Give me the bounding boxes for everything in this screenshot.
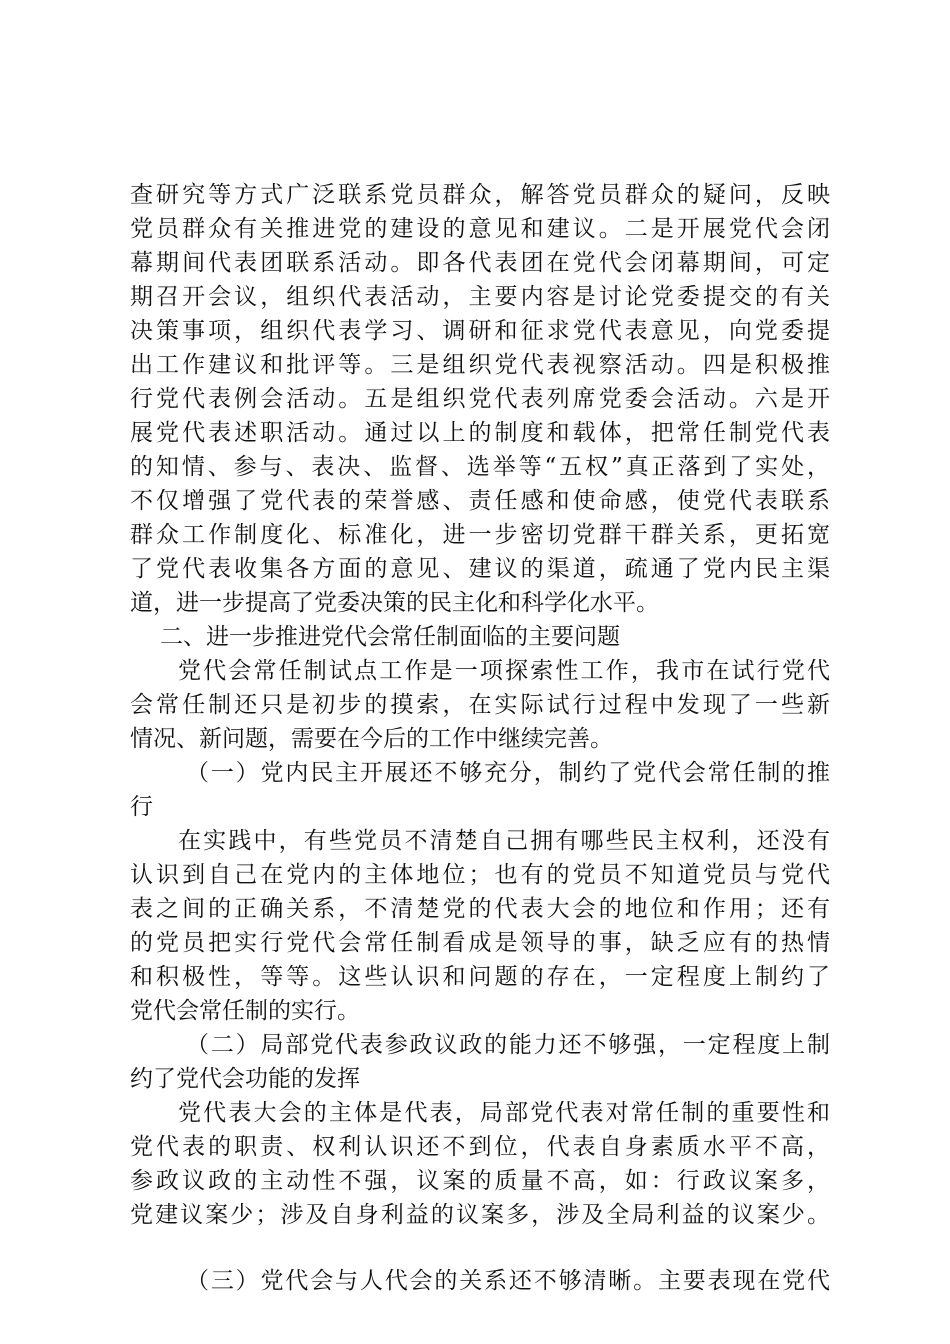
body-text-line: 查研究等方式广泛联系党员群众，解答党员群众的疑问，反映 [130, 182, 830, 208]
body-text-line: 的知情、参与、表决、监督、选举等“五权”真正落到了实处， [130, 454, 830, 480]
subsection-heading: （三）党代会与人代会的关系还不够清晰。主要表现在党代 [186, 1268, 830, 1294]
body-text-line: 党代表的职责、权利认识还不到位，代表自身素质水平不高， [130, 1134, 830, 1160]
body-text-line: 和积极性，等等。这些认识和问题的存在，一定程度上制约了 [130, 964, 830, 990]
subsection-heading: 约了党代会功能的发挥 [130, 1066, 360, 1092]
body-text-line: 党员群众有关推进党的建设的意见和建议。二是开展党代会闭 [130, 216, 830, 242]
body-text-line: 行党代表例会活动。五是组织党代表列席党委会活动。六是开 [130, 386, 830, 412]
subsection-heading: （一）党内民主开展还不够充分，制约了党代会常任制的推 [186, 760, 830, 786]
body-text-line: 期召开会议，组织代表活动，主要内容是讨论党委提交的有关 [130, 284, 830, 310]
body-text-line: 了党代表收集各方面的意见、建议的渠道，疏通了党内民主渠 [130, 556, 830, 582]
body-text-line: 党代会常任制的实行。 [130, 998, 360, 1024]
body-text-line: 会常任制还只是初步的摸索，在实际试行过程中发现了一些新 [130, 692, 830, 718]
body-text-line: 群众工作制度化、标准化，进一步密切党群干群关系，更拓宽 [130, 522, 830, 548]
body-text-line: 道，进一步提高了党委决策的民主化和科学化水平。 [130, 590, 659, 616]
body-text-line: 出工作建议和批评等。三是组织党代表视察活动。四是积极推 [130, 352, 830, 378]
body-text-line: 情况、新问题，需要在今后的工作中继续完善。 [130, 726, 613, 752]
body-text-line: 决策事项，组织代表学习、调研和征求党代表意见，向党委提 [130, 318, 830, 344]
subsection-heading: 行 [130, 794, 153, 820]
body-text-line: 的党员把实行党代会常任制看成是领导的事，缺乏应有的热情 [130, 930, 830, 956]
body-text-line: 在实践中，有些党员不清楚自己拥有哪些民主权利，还没有 [178, 828, 830, 854]
body-text-line: 不仅增强了党代表的荣誉感、责任感和使命感，使党代表联系 [130, 488, 830, 514]
body-text-line: 表之间的正确关系，不清楚党的代表大会的地位和作用；还有 [130, 896, 830, 922]
body-text-line: 党代会常任制试点工作是一项探索性工作，我市在试行党代 [178, 658, 830, 684]
body-text-line: 幕期间代表团联系活动。即各代表团在党代会闭幕期间，可定 [130, 250, 830, 276]
section-heading: 二、进一步推进党代会常任制面临的主要问题 [160, 624, 620, 650]
subsection-heading: （二）局部党代表参政议政的能力还不够强，一定程度上制 [186, 1032, 830, 1058]
body-text-line: 认识到自己在党内的主体地位；也有的党员不知道党员与党代 [130, 862, 830, 888]
body-text-line: 参政议政的主动性不强，议案的质量不高，如：行政议案多， [130, 1168, 830, 1194]
body-text-line: 党建议案少；涉及自身利益的议案多，涉及全局利益的议案少。 [130, 1202, 830, 1228]
body-text-line: 党代表大会的主体是代表，局部党代表对常任制的重要性和 [178, 1100, 830, 1126]
body-text-line: 展党代表述职活动。通过以上的制度和载体，把常任制党代表 [130, 420, 830, 446]
